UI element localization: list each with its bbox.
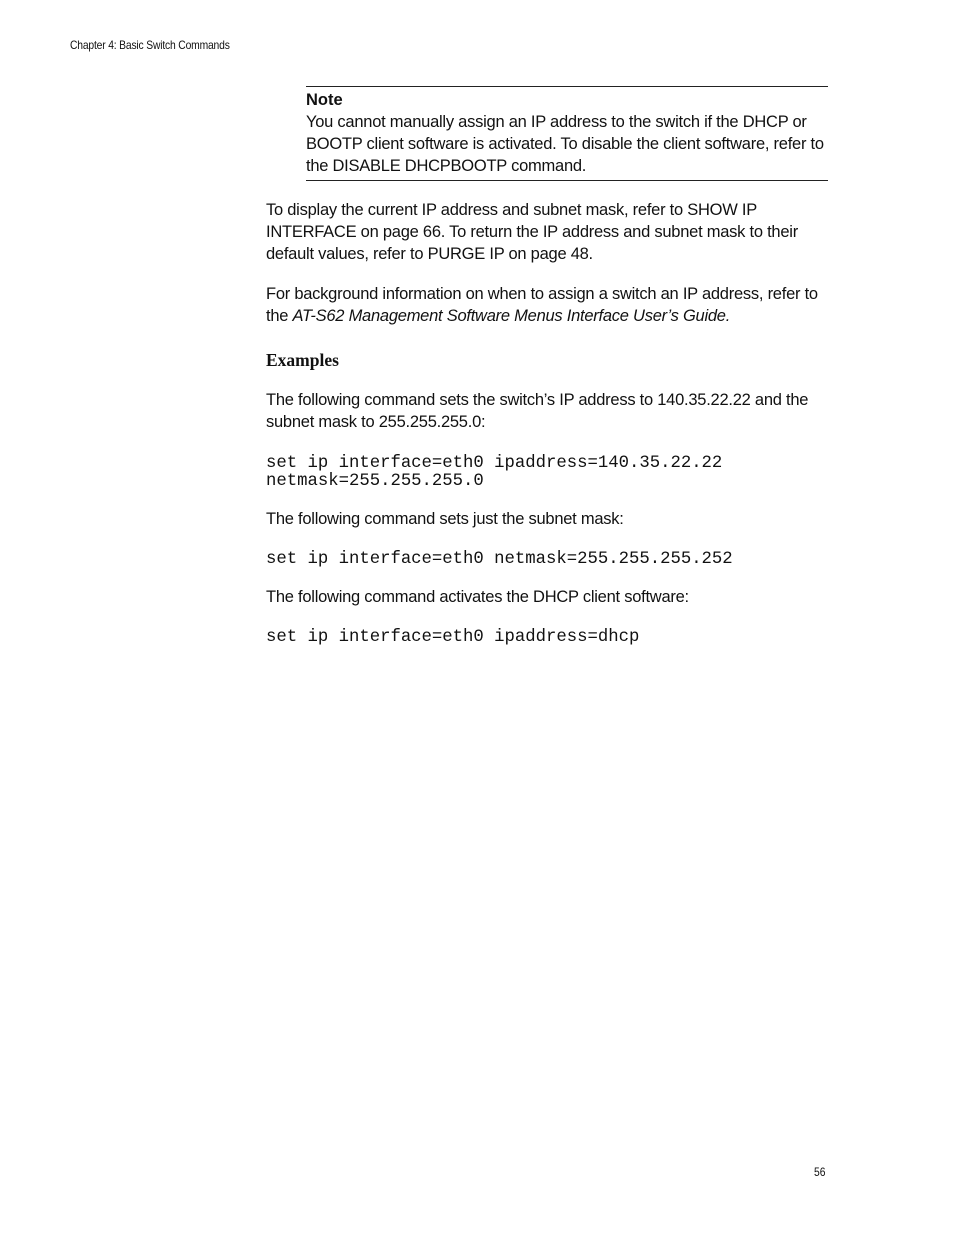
example-2-description: The following command sets just the subnet mask:	[266, 510, 624, 528]
examples-heading: Examples	[266, 350, 339, 370]
example-1-code: set ip interface=eth0 ipaddress=140.35.22.22 netmask=255.255.255.0	[266, 454, 723, 491]
example-3-description: The following command activates the DHCP client software:	[266, 588, 689, 606]
display-info-paragraph: To display the current IP address and subnet mask, refer to SHOW IP INTERFACE on page 66. To return the IP address and subnet mask to their default values, refer to PURGE IP on page 48.	[266, 201, 798, 263]
note-box	[306, 86, 828, 181]
page-number: 56	[814, 1165, 826, 1179]
guide-title: AT-S62 Management Software Menus Interface User’s Guide.	[292, 307, 731, 325]
example-1-description: The following command sets the switch’s IP address to 140.35.22.22 and the subnet mask to 255.255.255.0:	[266, 391, 809, 431]
note-title: Note	[306, 91, 343, 109]
background-info-text: For background information on when to assign a switch an IP address, refer to the	[266, 285, 818, 325]
background-info-paragraph	[266, 283, 836, 327]
example-2-code: set ip interface=eth0 netmask=255.255.255.252	[266, 550, 733, 569]
note-text: You cannot manually assign an IP address to the switch if the DHCP or BOOTP client software is activated. To disable the client software, refer to the DISABLE DHCPBOOTP command.	[306, 113, 824, 175]
example-3-code: set ip interface=eth0 ipaddress=dhcp	[266, 628, 640, 647]
running-header: Chapter 4: Basic Switch Commands	[70, 38, 230, 52]
